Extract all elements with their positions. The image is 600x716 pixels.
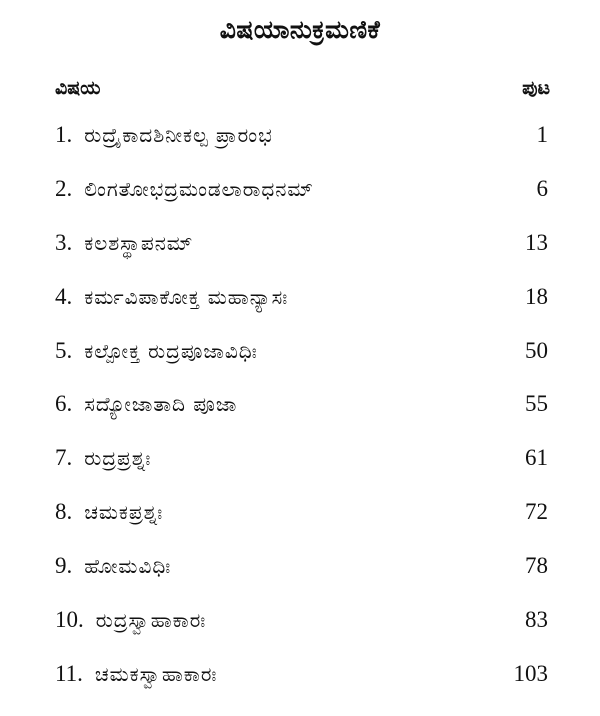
entry-title: ಕಲಶಸ್ಥಾಪನಮ್ (84, 230, 194, 255)
toc-entry (55, 377, 548, 431)
entry-page-number: 72 (525, 499, 548, 525)
entry-title: ರುದ್ರಸ್ವಾಹಾಕಾರಃ (95, 607, 207, 632)
page-column-header: ಪುಟ (522, 77, 550, 99)
entry-page-number: 103 (513, 660, 548, 686)
table-of-contents (55, 108, 548, 701)
entry-page-number: 55 (525, 391, 548, 417)
entry-number: 5. (55, 337, 73, 363)
entry-page-number: 13 (525, 229, 548, 255)
toc-entry (55, 162, 548, 216)
toc-entry (55, 108, 548, 162)
entry-number: 2. (55, 175, 73, 201)
toc-entry (55, 593, 548, 647)
entry-page-number: 6 (536, 175, 548, 201)
toc-entry (55, 216, 548, 270)
entry-page-number: 78 (525, 553, 548, 579)
entry-title: ಕಲ್ಪೋಕ್ತ ರುದ್ರಪೂಜಾವಿಧಿಃ (84, 338, 258, 363)
entry-page-number: 50 (525, 337, 548, 363)
toc-header-row (55, 72, 550, 104)
toc-entry (55, 270, 548, 324)
toc-entry (55, 485, 548, 539)
entry-page-number: 61 (525, 445, 548, 471)
entry-number: 10. (55, 606, 84, 632)
entry-number: 1. (55, 121, 73, 147)
page-title: ವಿಷಯಾನುಕ್ರಮಣಿಕೆ (219, 15, 381, 44)
toc-entry (55, 324, 548, 378)
toc-entry (55, 647, 548, 701)
entry-number: 7. (55, 445, 73, 471)
entry-title: ಕರ್ಮವಿಪಾಕೋಕ್ತ ಮಹಾನ್ಯಾಸಃ (84, 284, 289, 309)
toc-entry (55, 539, 548, 593)
entry-page-number: 83 (525, 606, 548, 632)
entry-number: 4. (55, 283, 73, 309)
entry-number: 8. (55, 499, 73, 525)
toc-entry (55, 431, 548, 485)
entry-title: ಸದ್ಯೋಜಾತಾದಿ ಪೂಜಾ (84, 392, 238, 417)
entry-title: ಲಿಂಗತೋಭದ್ರಮಂಡಲಾರಾಧನಮ್ (84, 176, 314, 201)
entry-number: 11. (55, 660, 83, 686)
entry-title: ಚಮಕಪ್ರಶ್ನಃ (84, 500, 164, 525)
entry-title: ರುದ್ರಪ್ರಶ್ನಃ (84, 446, 152, 471)
entry-number: 6. (55, 391, 73, 417)
entry-number: 9. (55, 553, 73, 579)
entry-page-number: 18 (525, 283, 548, 309)
entry-title: ಚಮಕಸ್ವಾಹಾಕಾರಃ (94, 661, 218, 686)
entry-page-number: 1 (536, 121, 548, 147)
entry-title: ಹೋಮವಿಧಿಃ (84, 554, 172, 579)
subject-column-header: ವಿಷಯ (55, 77, 101, 99)
entry-title: ರುದ್ರೈಕಾದಶಿನೀಕಲ್ಪ ಪ್ರಾರಂಭ (84, 122, 273, 147)
entry-number: 3. (55, 229, 73, 255)
